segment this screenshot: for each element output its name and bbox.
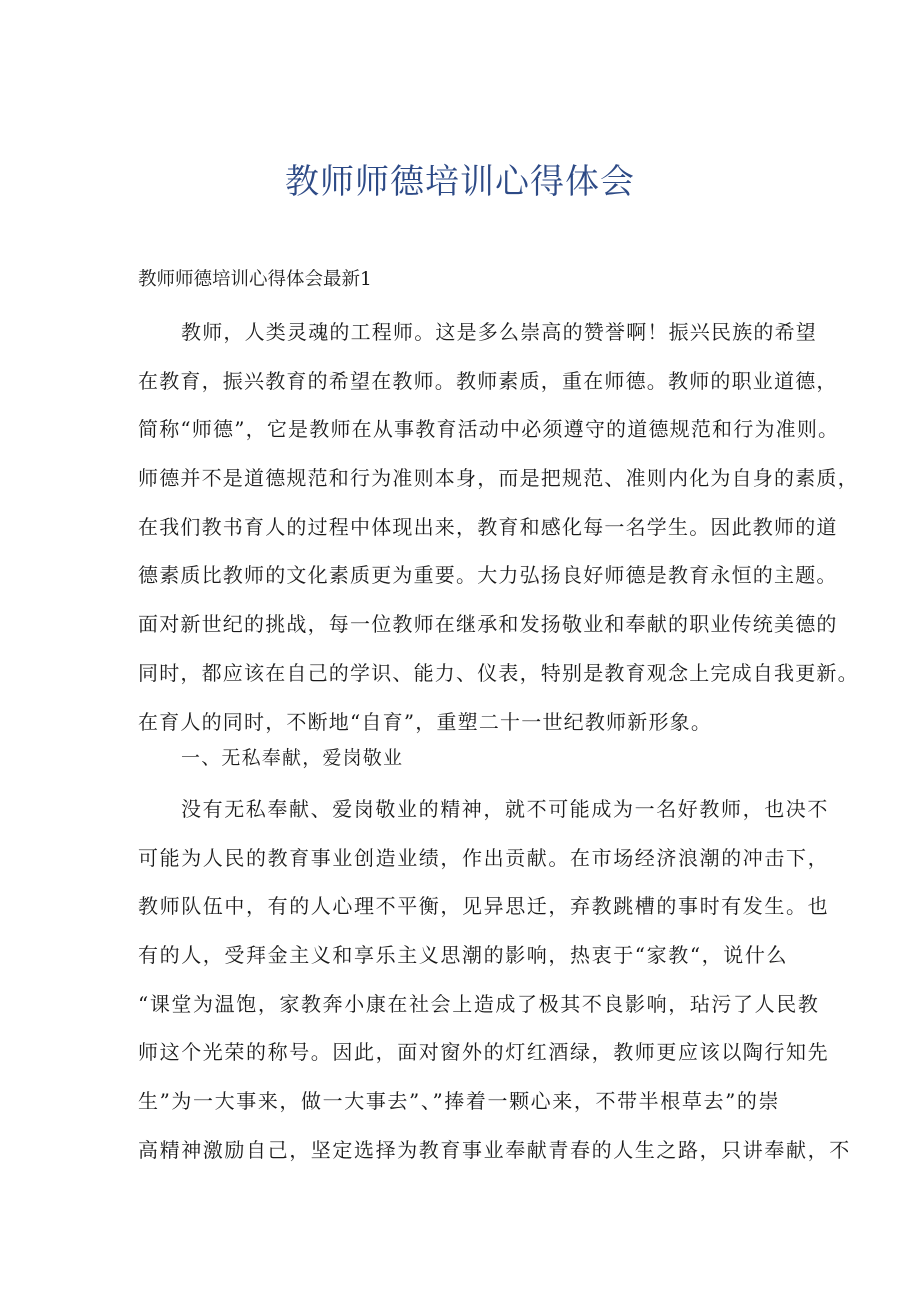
paragraph-line: 没有无私奉献、爱岗敬业的精神，就不可能成为一名好教师，也决不 bbox=[181, 797, 829, 821]
paragraph-2 bbox=[138, 785, 851, 1175]
paragraph-line: 师这个光荣的称号。因此，面对窗外的灯红酒绿，教师更应该以陶行知先 bbox=[138, 1040, 830, 1065]
paragraph-line: 有的人，受拜金主义和享乐主义思潮的影响，热衷于“家教“，说什么 bbox=[138, 943, 789, 968]
paragraph-line: 师德并不是道德规范和行为准则本身，而是把规范、准则内化为自身的素质， bbox=[138, 466, 859, 491]
paragraph-line: 可能为人民的教育事业创造业绩，作出贡献。在市场经济浪潮的冲击下， bbox=[138, 845, 830, 870]
section-heading: 一、无私奉献，爱岗敬业 bbox=[181, 747, 404, 769]
document-subtitle: 教师师德培训心得体会最新1 bbox=[138, 269, 372, 290]
paragraph-line: 生”为一大事来，做一大事去”、”捧着一颗心来，不带半根草去”的崇 bbox=[138, 1089, 781, 1114]
document-title: 教师师德培训心得体会 bbox=[285, 162, 635, 202]
paragraph-line: 在我们教书育人的过程中体现出来，教育和感化每一名学生。因此教师的道 bbox=[138, 514, 838, 539]
paragraph-line: 面对新世纪的挑战，每一位教师在继承和发扬敬业和奉献的职业传统美德的 bbox=[138, 612, 838, 637]
paragraph-1 bbox=[138, 308, 859, 746]
paragraph-line: “课堂为温饱，家教奔小康在社会上造成了极其不良影响，玷污了人民教 bbox=[138, 991, 820, 1016]
paragraph-line: 在教育，振兴教育的希望在教师。教师素质，重在师德。教师的职业道德， bbox=[138, 368, 838, 393]
paragraph-line: 简称“师德”，它是教师在从事教育活动中必须遵守的道德规范和行为准则。 bbox=[138, 417, 840, 442]
paragraph-line: 德素质比教师的文化素质更为重要。大力弘扬良好师德是教育永恒的主题。 bbox=[138, 563, 838, 588]
paragraph-line: 高精神激励自己，坚定选择为教育事业奉献青春的人生之路，只讲奉献，不 bbox=[138, 1137, 851, 1162]
paragraph-line: 在育人的同时，不断地“自育”，重塑二十一世纪教师新形象。 bbox=[138, 709, 713, 734]
paragraph-line: 教师，人类灵魂的工程师。这是多么崇高的赞誉啊！振兴民族的希望 bbox=[181, 320, 817, 344]
paragraph-line: 教师队伍中，有的人心理不平衡，见异思迁，弃教跳槽的事时有发生。也 bbox=[138, 894, 830, 919]
paragraph-line: 同时，都应该在自己的学识、能力、仪表，特别是教育观念上完成自我更新。 bbox=[138, 660, 859, 685]
